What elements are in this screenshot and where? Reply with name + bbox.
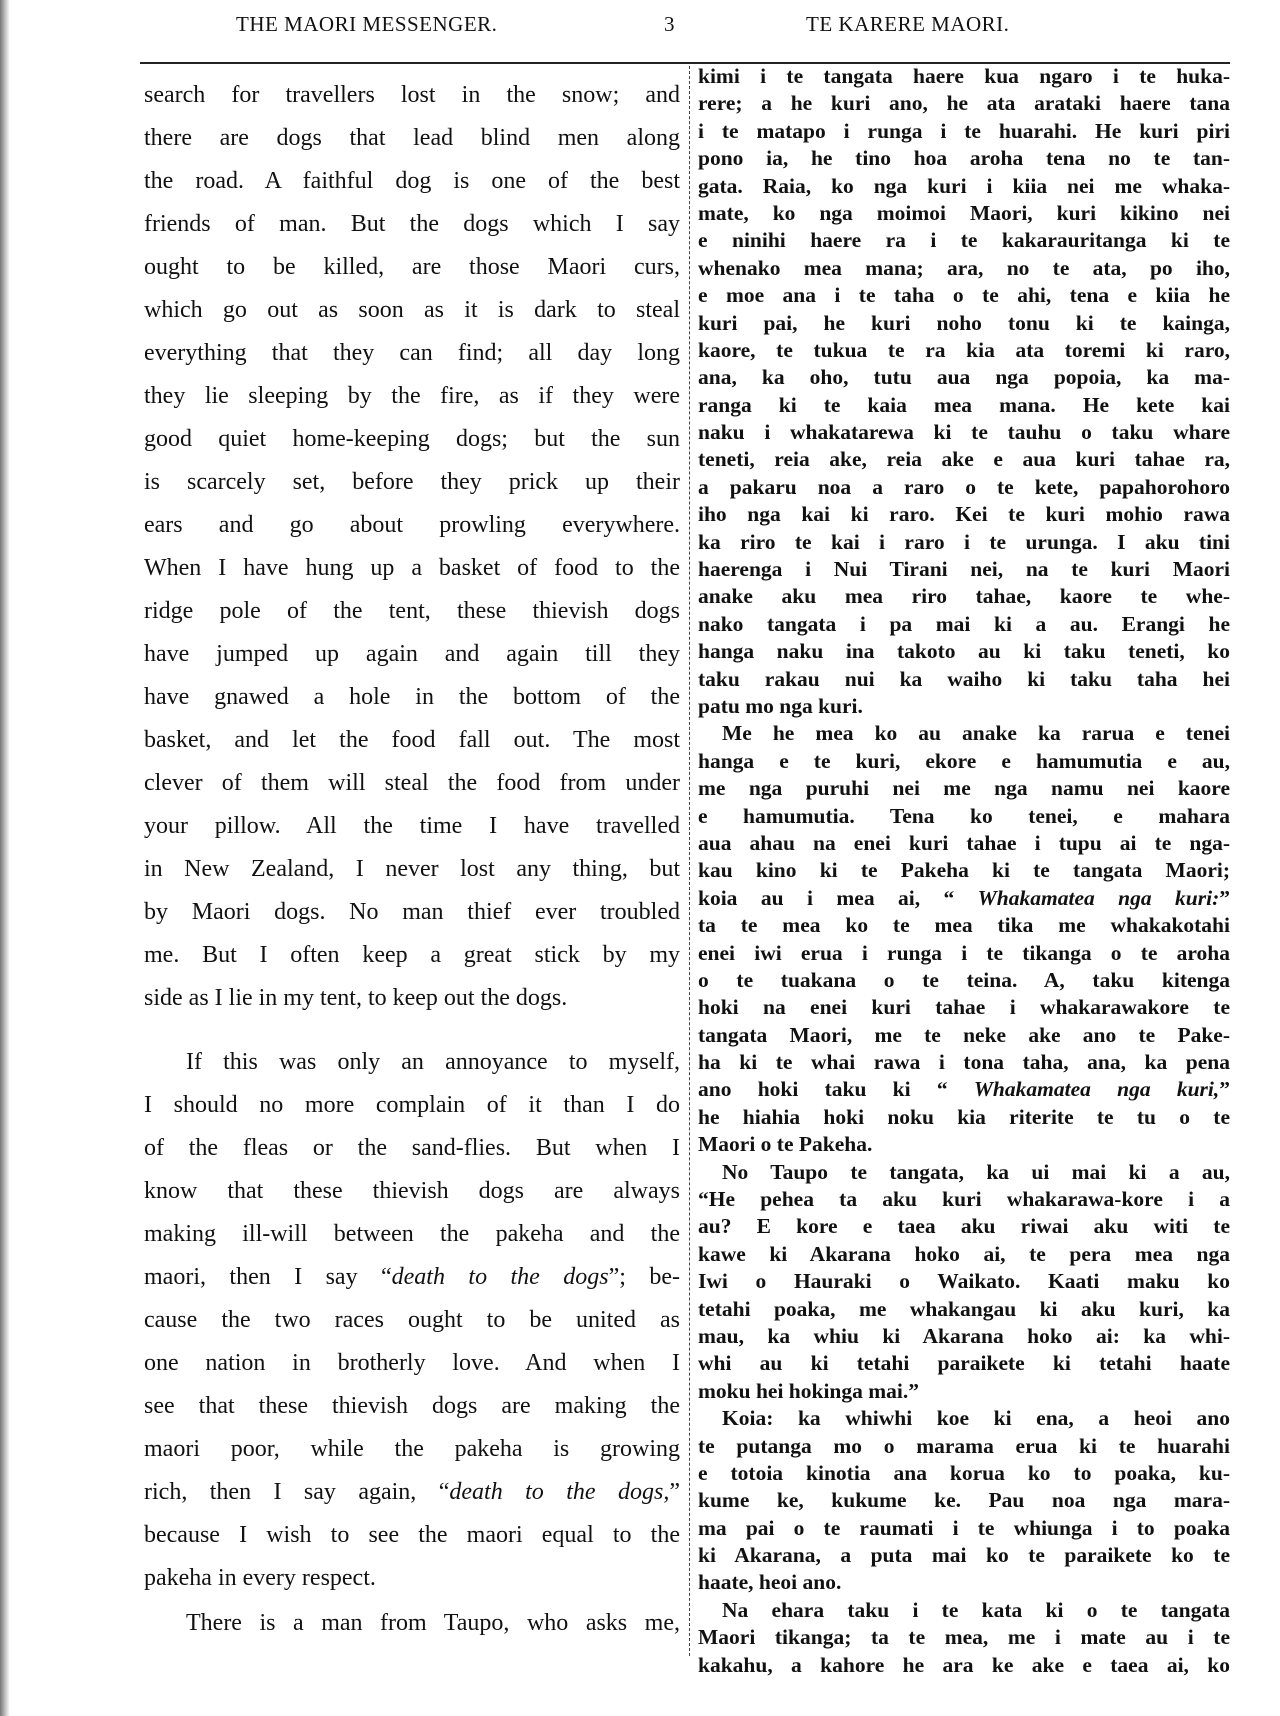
text-line: they lie sleeping by the fire, as if they were xyxy=(144,383,680,409)
text-line: e totoia kinotia ana korua ko to poaka, ku- xyxy=(698,1460,1230,1485)
text-line: basket, and let the food fall out. The most xyxy=(144,727,680,753)
text-line: enei iwi erua i runga i te tikanga o te aroha xyxy=(698,940,1230,965)
text-line: by Maori dogs. No man thief ever troubled xyxy=(144,899,680,925)
text-line: tetahi poaka, me whakangau ki aku kuri, ka xyxy=(698,1296,1230,1321)
text-line: hanga naku ina takoto au ki taku teneti, ko xyxy=(698,639,1230,664)
italic-phrase: death to the dogs xyxy=(391,1264,609,1290)
text-line: nako tangata i pa mai ki a au. Erangi he xyxy=(698,611,1230,636)
text-line: o te tuakana o te teina. A, taku kitenga xyxy=(698,967,1230,992)
scan-edge-shadow xyxy=(0,0,10,1716)
text-line: ka riro te kai i raro i te urunga. I aku tini xyxy=(698,529,1230,554)
text-line: see that these thievish dogs are making the xyxy=(144,1393,680,1419)
text-segment: ano hoki taku ki “ xyxy=(698,1077,974,1102)
text-segment: ”; be- xyxy=(608,1264,680,1290)
text-line: whenako mea mana; ara, no te ata, po iho, xyxy=(698,255,1230,280)
text-line: mau, ka whiu ki Akarana hoko ai: ka whi- xyxy=(698,1323,1230,1348)
text-line: I should no more complain of it than I do xyxy=(144,1092,680,1118)
text-line: No Taupo te tangata, ka ui mai ki a au, xyxy=(722,1159,1230,1184)
text-line: aua ahau na enei kuri tahae i tupu ai te nga- xyxy=(698,830,1230,855)
text-line: of the fleas or the sand-flies. But when I xyxy=(144,1135,680,1161)
running-title-english: THE MAORI MESSENGER. xyxy=(236,12,498,36)
text-line: because I wish to see the maori equal to the xyxy=(144,1522,680,1548)
paragraph xyxy=(698,63,1230,720)
english-column xyxy=(144,74,680,1645)
text-segment: maori, then I say “ xyxy=(144,1264,392,1290)
text-line: there are dogs that lead blind men along xyxy=(144,125,680,151)
text-line: cause the two races ought to be united as xyxy=(144,1307,680,1333)
text-line: moku hei hokinga mai.” xyxy=(698,1378,920,1403)
text-line: kuri pai, he kuri noho tonu ki te kainga, xyxy=(698,310,1230,335)
text-line: kaore, te tukua te ra kia ata toremi ki raro, xyxy=(698,337,1230,362)
text-line: ears and go about prowling everywhere. xyxy=(144,512,680,538)
page-number: 3 xyxy=(664,12,675,36)
text-line: Iwi o Hauraki o Waikato. Kaati maku ko xyxy=(698,1269,1230,1294)
text-line: haate, heoi ano. xyxy=(698,1570,842,1595)
text-line: haerenga i Nui Tirani nei, na te kuri Maori xyxy=(698,557,1230,582)
text-segment: rich, then I say again, “ xyxy=(144,1479,450,1505)
text-line: ki Akarana, a puta mai ko te paraikete ko te xyxy=(698,1543,1230,1568)
text-line: Koia: ka whiwhi koe ki ena, a heoi ano xyxy=(722,1406,1230,1431)
text-line: ranga ki te kaia mea mana. He kete kai xyxy=(698,392,1230,417)
text-line: me. But I often keep a great stick by my xyxy=(144,942,680,968)
text-line: Maori o te Pakeha. xyxy=(698,1132,873,1157)
text-line: Me he mea ko au anake ka rarua e tenei xyxy=(722,721,1230,746)
text-line: kawe ki Akarana hoko ai, te pera mea nga xyxy=(698,1241,1230,1266)
text-line: one nation in brotherly love. And when I xyxy=(144,1350,680,1376)
column-divider xyxy=(689,66,690,1656)
text-line: the road. A faithful dog is one of the best xyxy=(144,168,680,194)
text-line: maori poor, while the pakeha is growing xyxy=(144,1436,680,1462)
text-line: a pakaru noa a raro o te kete, papahorohoro xyxy=(698,474,1230,499)
text-line: If this was only an annoyance to myself, xyxy=(186,1049,680,1075)
text-line: have gnawed a hole in the bottom of the xyxy=(144,684,680,710)
paragraph xyxy=(144,1602,680,1645)
text-line: clever of them will steal the food from under xyxy=(144,770,680,796)
text-line: au? E kore e taea aku riwai aku witi te xyxy=(698,1214,1230,1239)
text-line: hoki na enei kuri tahae i whakarawakore te xyxy=(698,995,1230,1020)
text-line: ha ki te whai rawa i tona taha, ana, ka pena xyxy=(698,1050,1230,1075)
text-line: rere; a he kuri ano, he ata arataki haere tana xyxy=(698,91,1230,116)
text-segment: ” xyxy=(669,1479,680,1505)
paragraph xyxy=(144,74,680,1020)
text-segment: koia au i mea ai, “ xyxy=(698,885,978,910)
text-line: is scarcely set, before they prick up their xyxy=(144,469,680,495)
text-line: kau kino ki te Pakeha ki te tangata Maori; xyxy=(698,858,1230,883)
paragraph xyxy=(698,1597,1230,1679)
text-line: kimi i te tangata haere kua ngaro i te huka- xyxy=(698,64,1230,88)
text-line: your pillow. All the time I have travelled xyxy=(144,813,680,839)
text-line: everything that they can find; all day long xyxy=(144,340,680,366)
text-line: hanga e te kuri, ekore e hamumutia e au, xyxy=(698,748,1230,773)
text-line: search for travellers lost in the snow; and xyxy=(144,82,680,108)
italic-phrase: death to the dogs, xyxy=(449,1479,670,1505)
text-line: whi au ki tetahi paraikete ki tetahi haate xyxy=(698,1351,1230,1376)
text-line: e hamumutia. Tena ko tenei, e mahara xyxy=(698,803,1230,828)
running-title-maori: TE KARERE MAORI. xyxy=(806,12,1010,36)
text-line: patu mo nga kuri. xyxy=(698,693,863,718)
paragraph xyxy=(144,1041,680,1600)
text-line: kakahu, a kahore he ara ke ake e taea ai, ko xyxy=(698,1652,1230,1677)
text-line: gata. Raia, ko nga kuri i kiia nei me whaka- xyxy=(698,173,1230,198)
text-line: When I have hung up a basket of food to the xyxy=(144,555,680,581)
text-line xyxy=(144,1471,680,1514)
text-line: good quiet home-keeping dogs; but the sun xyxy=(144,426,680,452)
text-line xyxy=(144,1256,680,1299)
text-line: me nga puruhi nei me nga namu nei kaore xyxy=(698,776,1230,801)
text-line: i te matapo i runga i te huarahi. He kuri piri xyxy=(698,118,1230,143)
text-line: making ill-will between the pakeha and the xyxy=(144,1221,680,1247)
text-line: friends of man. But the dogs which I say xyxy=(144,211,680,237)
text-line: mate, ko nga moimoi Maori, kuri kikino nei xyxy=(698,200,1230,225)
text-line: kume ke, kukume ke. Pau noa nga mara- xyxy=(698,1488,1230,1513)
text-line: taku rakau nui ka waiho ki taku taha hei xyxy=(698,666,1230,691)
paragraph xyxy=(698,1159,1230,1406)
text-line: te putanga mo o marama erua ki te huarahi xyxy=(698,1433,1230,1458)
text-line: There is a man from Taupo, who asks me, xyxy=(186,1610,680,1636)
paragraph xyxy=(698,1405,1230,1597)
text-line: teneti, reia ake, reia ake e aua kuri tahae ra, xyxy=(698,447,1230,472)
text-line: Na ehara taku i te kata ki o te tangata xyxy=(722,1597,1230,1622)
text-line: iho nga kai ki raro. Kei te kuri mohio rawa xyxy=(698,502,1230,527)
text-line: in New Zealand, I never lost any thing, but xyxy=(144,856,680,882)
text-line: know that these thievish dogs are always xyxy=(144,1178,680,1204)
text-line: pakeha in every respect. xyxy=(144,1565,376,1591)
text-line: Maori tikanga; ta te mea, me i mate au i te xyxy=(698,1625,1230,1650)
text-line xyxy=(698,885,1230,912)
maori-column xyxy=(698,63,1230,1679)
text-line: ta te mea ko te mea tika me whakakotahi xyxy=(698,913,1230,938)
italic-phrase: Whakamatea nga kuri, xyxy=(973,1077,1220,1102)
text-line: “He pehea ta aku kuri whakarawa-kore i a xyxy=(698,1187,1230,1212)
text-line: anake aku mea riro tahae, kaore te whe- xyxy=(698,584,1230,609)
text-segment: ” xyxy=(1219,885,1230,910)
paragraph xyxy=(698,720,1230,1158)
text-segment: ” xyxy=(1219,1077,1230,1102)
text-line xyxy=(698,1076,1230,1103)
text-line: ana, ka oho, tutu aua nga popoia, ka ma- xyxy=(698,365,1230,390)
text-line: ought to be killed, are those Maori curs, xyxy=(144,254,680,280)
text-line: e moe ana i te taha o te ahi, tena e kiia he xyxy=(698,283,1230,308)
text-line: tangata Maori, me te neke ake ano te Pake- xyxy=(698,1022,1230,1047)
text-line: which go out as soon as it is dark to steal xyxy=(144,297,680,323)
italic-phrase: Whakamatea nga kuri: xyxy=(977,885,1220,910)
text-line: pono ia, he tino hoa aroha tena no te tan- xyxy=(698,146,1230,171)
text-line: ma pai o te raumati i te whiunga i to poaka xyxy=(698,1515,1230,1540)
text-line: e ninihi haere ra i te kakarauritanga ki te xyxy=(698,228,1230,253)
text-line: ridge pole of the tent, these thievish dogs xyxy=(144,598,680,624)
text-line: naku i whakatarewa ki te tauhu o taku whare xyxy=(698,420,1230,445)
text-line: have jumped up again and again till they xyxy=(144,641,680,667)
text-line: he hiahia hoki noku kia riterite te tu o te xyxy=(698,1104,1230,1129)
text-line: side as I lie in my tent, to keep out the dogs. xyxy=(144,985,568,1011)
